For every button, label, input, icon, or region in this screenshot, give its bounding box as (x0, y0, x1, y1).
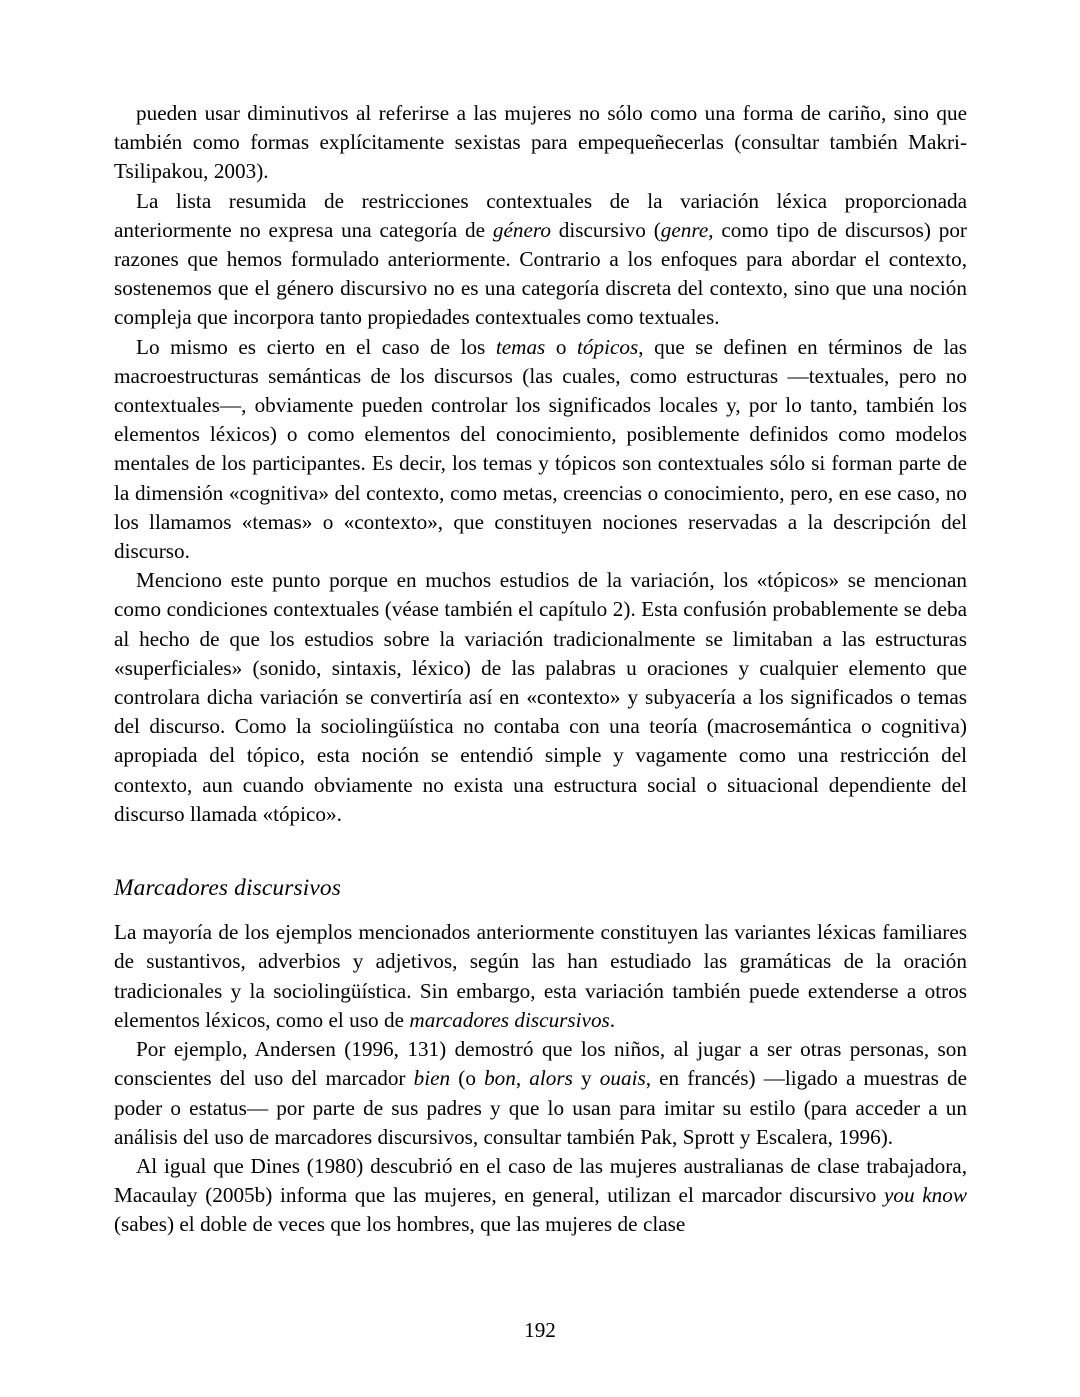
body-paragraph: Al igual que Dines (1980) descubrió en el caso de las mujeres australianas de clase trabajadora, Macaulay (2005b) informa que las mujeres, en general, utilizan el marcador discursivo you know (sabes) el doble de veces que los hombres, que las mujeres de clase (114, 1153, 967, 1237)
italic-run: you know (883, 1183, 967, 1208)
paragraph-group-after-heading (114, 918, 967, 1239)
body-paragraph: Por ejemplo, Andersen (1996, 131) demostró que los niños, al jugar a ser otras personas, son conscientes del uso del marcador bien (o bon, alors y ouais, en francés) —ligado a muestras de poder o estatus— por parte de sus padres y que lo usan para imitar su estilo (para acceder a un análisis del uso de marcadores discursivos, consultar también Pak, Sprott y Escalera, 1996). (114, 1037, 967, 1149)
heading-spacer-below (114, 903, 967, 918)
italic-run: marcadores discursivos (409, 1007, 610, 1032)
body-paragraph: La mayoría de los ejemplos mencionados anteriormente constituyen las variantes léxicas familiares de sustantivos, adverbios y adjetivos, según las han estudiado las gramáticas de la oración tradicionales y la sociolingüística. Sin embargo, esta variación también puede extenderse a otros elementos léxicos, como el uso de marcadores discursivos. (114, 920, 967, 1032)
italic-run: bon, alors (484, 1066, 573, 1091)
italic-run: tópicos (577, 334, 639, 359)
italic-run: bien (413, 1066, 451, 1091)
body-paragraph: pueden usar diminutivos al referirse a las mujeres no sólo como una forma de cariño, sino que también como formas explícitamente sexistas para empequeñecerlas (consultar también Makri-Tsilipakou, 2003). (114, 101, 967, 184)
italic-run: temas (495, 334, 546, 359)
paragraph-group-before-heading (114, 99, 967, 829)
body-paragraph: Menciono este punto porque en muchos estudios de la variación, los «tópicos» se mencionan como condiciones contextuales (véase también el capítulo 2). Esta confusión probablemente se deba al hecho de que los estudios sobre la variación tradicionalmente se limitaban a las estructuras «superficiales» (sonido, sintaxis, léxico) de las palabras u oraciones y cualquier elemento que controlara dicha variación se convertiría así en «contexto» y subyacería a los significados o temas del discurso. Como la sociolingüística no contaba con una teoría (macrosemántica o cognitiva) apropiada del tópico, esta noción se entendió simple y vagamente como una restricción del contexto, aun cuando obviamente no exista una estructura social o situacional dependiente del discurso llamada «tópico». (114, 568, 967, 826)
body-paragraph: La lista resumida de restricciones contextuales de la variación léxica proporcionada anteriormente no expresa una categoría de género discursivo (genre, como tipo de discursos) por razones que hemos formulado anteriormente. Contrario a los enfoques para abordar el contexto, sostenemos que el género discursivo no es una categoría discreta del contexto, sino que una noción compleja que incorpora tanto propiedades contextuales como textuales. (114, 188, 967, 330)
body-paragraph: Lo mismo es cierto en el caso de los temas o tópicos, que se definen en términos de las macroestructuras semánticas de los discursos (las cuales, como estructuras —textuales, pero no contextuales—, obviamente pueden controlar los significados locales y, por lo tanto, también los elementos léxicos) o como elementos del conocimiento, posiblemente definidos como modelos mentales de los participantes. Es decir, los temas y tópicos son contextuales sólo si forman parte de la dimensión «cognitiva» del contexto, como metas, creencias o conocimiento, pero, en ese caso, no los llamamos «temas» o «contexto», que constituyen nociones reservadas a la descripción del discurso. (114, 334, 967, 564)
italic-run: genre, (660, 217, 714, 242)
section-heading-marcadores-discursivos: Marcadores discursivos (114, 875, 342, 902)
page-number: 192 (524, 1318, 556, 1342)
body-text-column (114, 99, 967, 1240)
italic-run: ouais (599, 1066, 646, 1091)
italic-run: género (492, 217, 551, 242)
heading-spacer-above (114, 829, 967, 874)
